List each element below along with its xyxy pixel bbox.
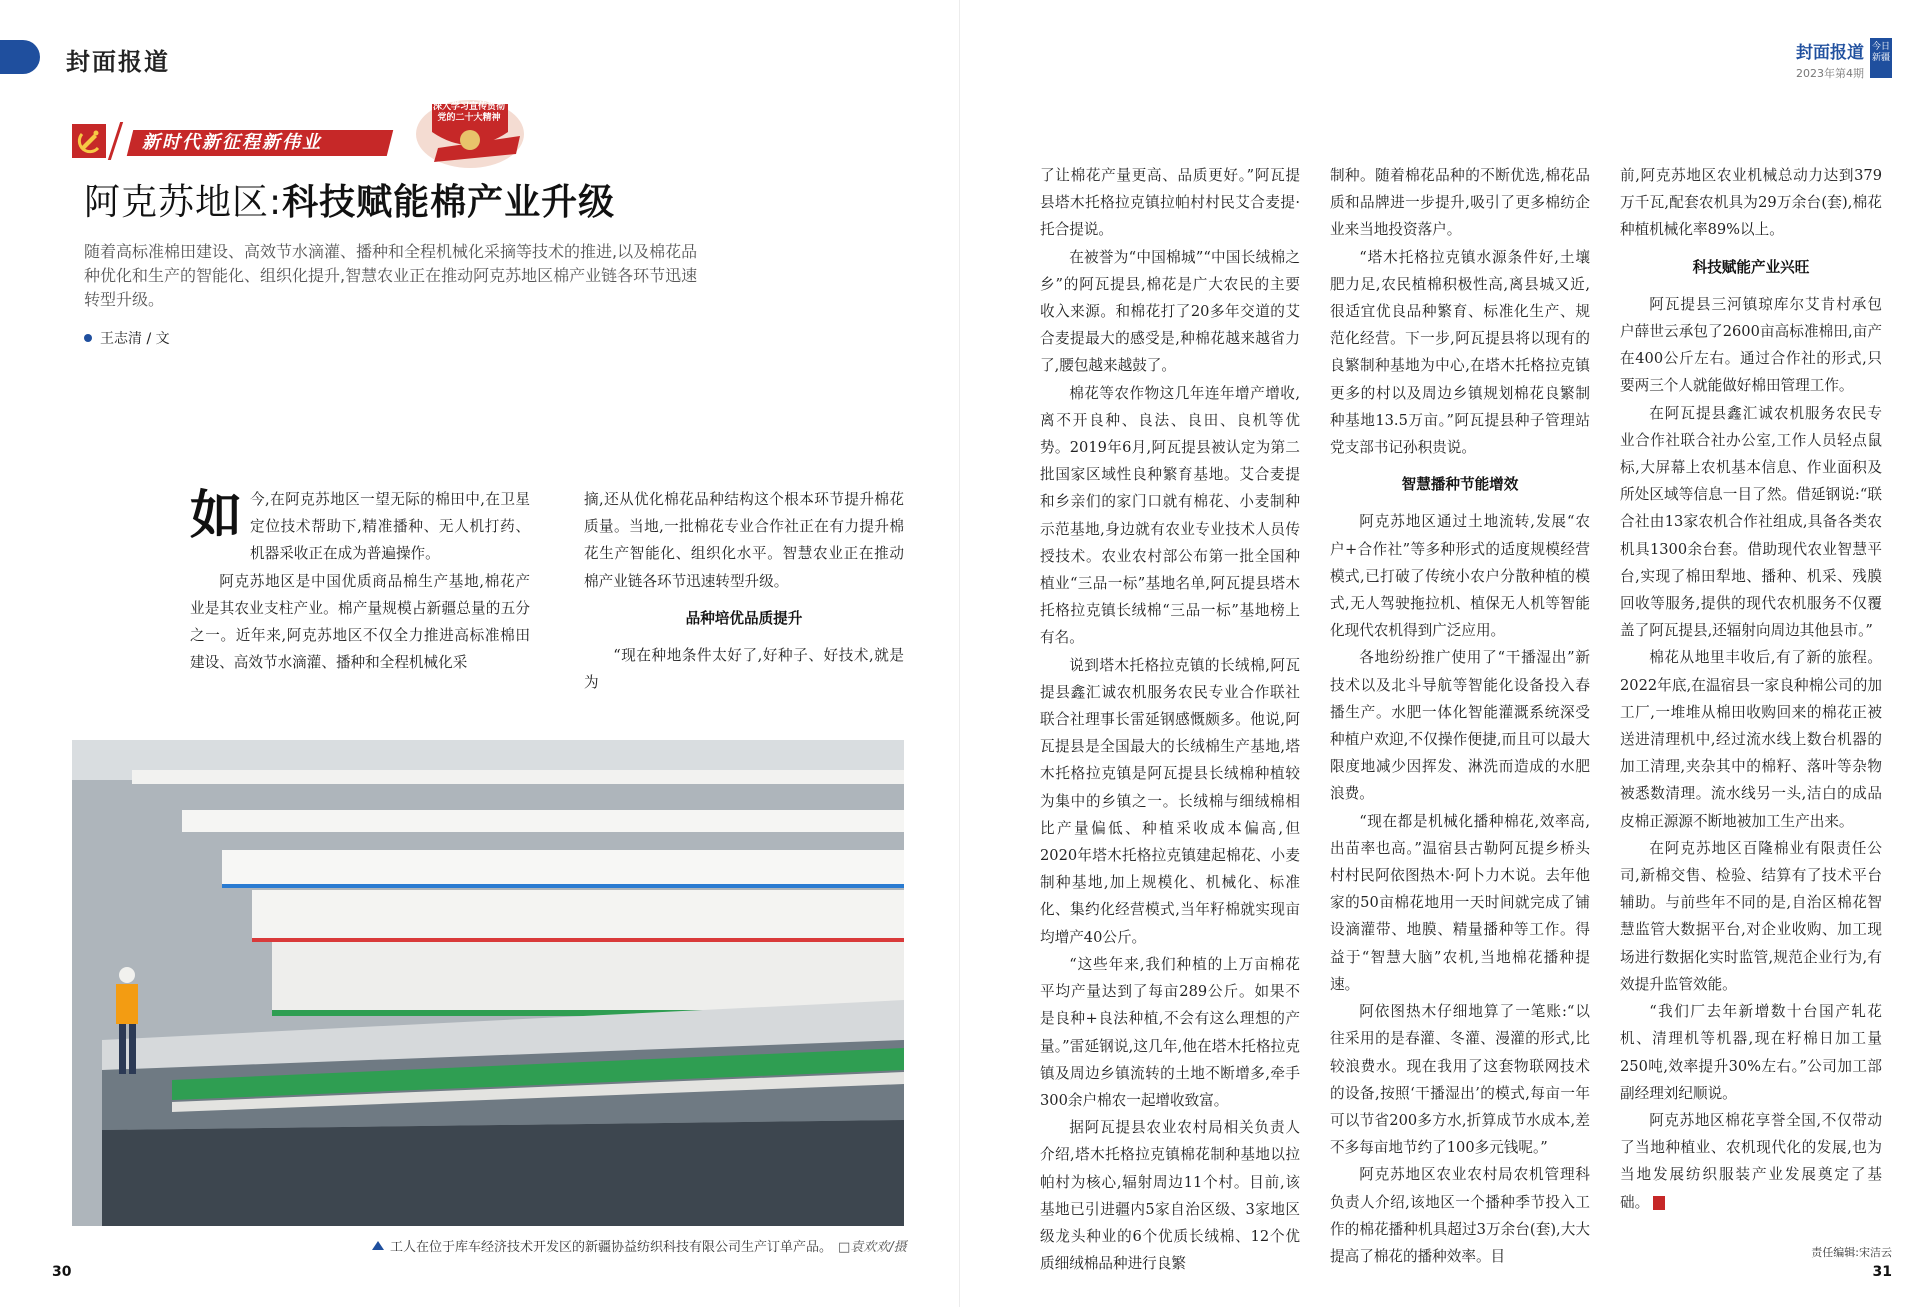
paragraph: “我们厂去年新增数十台国产轧花机、清理机等机器,现在籽棉日加工量250吨,效率提升30%左右。”公司加工部副经理刘纪顺说。 [1620, 1003, 1882, 1102]
issue-label: 2023年第4期 [1796, 67, 1864, 80]
subheading-variety: 品种培优品质提升 [685, 609, 803, 627]
paragraph [190, 486, 530, 568]
study-campaign-badge [410, 98, 530, 178]
paragraph: “塔木托格拉克镇水源条件好,土壤肥力足,农民植棉积极性高,离县城又近,很适宜优良品种繁育、标准化生产、规范化经营。下一步,阿瓦提县将以现有的良繁制种基地为中心,在塔木托格拉克镇更多的村以及周边乡镇规划棉花良繁制种基地13.5万亩。”阿瓦提县种子管理站党支部书记孙积贵说。 [1330, 248, 1590, 457]
paragraph: 摘,还从优化棉花品种结构这个根本环节提升棉花质量。当地,一批棉花专业合作社正在有力提升棉花生产智能化、组织化水平。智慧农业正在推动棉产业链各环节迅速转型升级。 [584, 491, 904, 590]
author: 王志清 / 文 [100, 331, 170, 347]
page-number-left: 30 [52, 1264, 72, 1280]
article-title [84, 174, 615, 225]
photo-credit: □袁欢欢/摄 [838, 1240, 907, 1255]
campaign-slogan: 新时代新征程新伟业 [142, 132, 322, 153]
paragraph: 在被誉为“中国棉城”“中国长绒棉之乡”的阿瓦提县,棉花是广大农民的主要收入来源。和棉花打了20多年交道的艾合麦提最大的感受是,种棉花越来越省力了,腰包越来越鼓了。 [1040, 248, 1300, 375]
paragraph: 据阿瓦提县农业农村局相关负责人介绍,塔木托格拉克镇棉花制种基地以拉帕村为核心,辐射周边11个村。目前,该基地已引进疆内5家自治区级、3家地区级龙头种业的6个优质长绒棉、12个优质细绒棉品种进行良繁 [1040, 1119, 1300, 1273]
paragraph: 各地纷纷推广使用了“干播湿出”新技术以及北斗导航等智能化设备投入春播生产。水肥一体化智能灌溉系统深受种植户欢迎,不仅操作便捷,而且可以最大限度地减少因挥发、淋洗而造成的水肥浪费。 [1330, 649, 1590, 803]
party-emblem-icon [72, 124, 106, 158]
spinning-mill-image [72, 740, 904, 1226]
paragraph: 阿瓦提县三河镇琼库尔艾肯村承包户薛世云承包了2600亩高标准棉田,亩产在400公斤左右。通过合作社的形式,只要两三个人就能做好棉田管理工作。 [1620, 295, 1882, 395]
right-header [1796, 38, 1892, 81]
paragraph: 棉花从地里丰收后,有了新的旅程。2022年底,在温宿县一家良种棉公司的加工厂,一堆堆从棉田收购回来的棉花正被送进清理机中,经过流水线上数台机器的加工清理,夹杂其中的棉籽、落叶等杂物被悉数清理。流水线另一头,洁白的成品皮棉正源源不断地被加工生产出来。 [1620, 649, 1882, 830]
photo-caption [372, 1236, 907, 1255]
article-photo [72, 740, 904, 1226]
paragraph: 阿克苏地区农业农村局农机管理科负责人介绍,该地区一个播种季节投入工作的棉花播种机具超过3万余台(套),大大提高了棉花的播种效率。目 [1330, 1166, 1590, 1265]
caption-triangle-icon [372, 1241, 384, 1250]
article-title-region: 阿克苏地区: [84, 182, 283, 223]
paragraph: 在阿克苏地区百隆棉业有限责任公司,新棉交售、检验、结算有了技术平台辅助。与前些年不同的是,自治区棉花智慧监管大数据平台,对企业收购、加工现场进行数据化实时监管,规范企业行为,有效提升监管效能。 [1620, 839, 1882, 993]
body-column-3 [1040, 162, 1300, 1277]
paragraph: 阿依图热木仔细地算了一笔账:“以往采用的是春灌、冬灌、漫灌的形式,比较浪费水。现在我用了这套物联网技术的设备,按照‘干播湿出’的模式,每亩一年可以节省200多方水,折算成节水成本,差不多每亩地节约了100多元钱呢。” [1330, 1003, 1590, 1157]
paragraph: 了让棉花产量更高、品质更好。”阿瓦提县塔木托格拉克镇拉帕村村民艾合麦提·托合提说。 [1040, 167, 1300, 239]
section-tab-marker [0, 40, 40, 74]
body-column-2 [584, 486, 904, 696]
article-title-main: 科技赋能棉产业升级 [282, 182, 616, 223]
paragraph [1620, 1107, 1882, 1216]
paragraph-text: 阿克苏地区棉花享誉全国,不仅带动了当地种植业、农机现代化的发展,也为当地发展纺织服装产业发展奠定了基础。 [1620, 1111, 1882, 1211]
byline [84, 328, 170, 348]
paragraph: 棉花等农作物这几年连年增产增收,离不开良种、良法、良田、良机等优势。2019年6月,阿瓦提县被认定为第二批国家区域性良种繁育基地。艾合麦提和乡亲们的家门口就有棉花、小麦制种示范基地,身边就有农业专业技术人员传授技术。农业农村部公布第一批全国种植业“三品一标”基地名单,阿瓦提县塔木托格拉克镇长绒棉“三品一标”基地榜上有名。 [1040, 384, 1300, 647]
paragraph: “现在都是机械化播种棉花,效率高,出苗率也高。”温宿县古勒阿瓦提乡桥头村村民阿依图热木·阿卜力木说。去年他家的50亩棉花地用一天时间就完成了铺设滴灌带、地膜、精量播种等工作。得益于“智慧大脑”农机,当地棉花播种提速。 [1330, 812, 1590, 993]
body-column-5 [1620, 162, 1882, 1216]
subheading-tech-industry: 科技赋能产业兴旺 [1692, 258, 1810, 276]
campaign-banner [72, 102, 505, 174]
drop-cap: 如 [190, 485, 243, 546]
banner-divider [108, 122, 128, 160]
paragraph-text: 今,在阿克苏地区一望无际的棉田中,在卫星定位技术帮助下,精准播种、无人机打药、机器采收正在成为普遍操作。 [250, 491, 530, 563]
body-column-4 [1330, 162, 1590, 1270]
paragraph: “现在种地条件太好了,好种子、好技术,就是为 [584, 647, 904, 692]
end-mark-icon [1653, 1196, 1665, 1210]
right-section-title: 封面报道 [1796, 43, 1864, 63]
magazine-badge: 今日新疆 [1870, 38, 1892, 78]
paragraph: 说到塔木托格拉克镇的长绒棉,阿瓦提县鑫汇诚农机服务农民专业合作联社联合社理事长雷延钢感慨颇多。他说,阿瓦提县是全国最大的长绒棉生产基地,塔木托格拉克镇是阿瓦提县长绒棉种植较为集中的乡镇之一。长绒棉与细绒棉相比产量偏低、种植采收成本偏高,但2020年塔木托格拉克镇建起棉花、小麦制种基地,加上规模化、机械化、标准化、集约化经营模式,当年籽棉就实现亩均增产40公斤。 [1040, 656, 1300, 946]
article-lead: 随着高标准棉田建设、高效节水滴灌、播种和全程机械化采摘等技术的推进,以及棉花品种优化和生产的智能化、组织化提升,智慧农业正在推动阿克苏地区棉产业链各环节迅速转型升级。 [84, 242, 698, 309]
paragraph: 在阿瓦提县鑫汇诚农机服务农民专业合作社联合社办公室,工作人员轻点鼠标,大屏幕上农机基本信息、作业面积及所处区域等信息一目了然。借延钢说:“联合社由13家农机合作社组成,具备各类农机具1300余台套。借助现代农业智慧平台,实现了棉田犁地、播种、机采、残膜回收等服务,提供的现代农机服务不仅覆盖了阿瓦提县,还辐射向周边其他县市。” [1620, 404, 1882, 640]
byline-bullet-icon [84, 334, 92, 342]
paragraph: 阿克苏地区通过土地流转,发展“农户+合作社”等多种形式的适度规模经营模式,已打破了传统小农户分散种植的模式,无人驾驶拖拉机、植保无人机等智能化现代农机得到广泛应用。 [1330, 513, 1590, 640]
paragraph: 阿克苏地区是中国优质商品棉生产基地,棉花产业是其农业支柱产业。棉产量规模占新疆总量的五分之一。近年来,阿克苏地区不仅全力推进高标准棉田建设、高效节水滴灌、播种和全程机械化采 [190, 572, 530, 672]
paragraph: 前,阿克苏地区农业机械总动力达到379万千瓦,配套农机具为29万余台(套),棉花种植机械化率89%以上。 [1620, 167, 1882, 239]
paragraph: 制种。随着棉花品种的不断优选,棉花品质和品牌进一步提升,吸引了更多棉纺企业来当地投资落户。 [1330, 167, 1590, 239]
caption-text: 工人在位于库车经济技术开发区的新疆协益纺织科技有限公司生产订单产品。 [390, 1240, 833, 1255]
page-number-right: 31 [1872, 1264, 1892, 1280]
paragraph: “这些年来,我们种植的上万亩棉花平均产量达到了每亩289公斤。如果不是良种+良法种植,不会有这么理想的产量。”雷延钢说,这几年,他在塔木托格拉克镇及周边乡镇流转的土地不断增多,牵手300余户棉农一起增收致富。 [1040, 955, 1300, 1109]
badge-text: 深入学习宣传贯彻党的二十大精神 [432, 102, 505, 123]
subheading-smart-sowing: 智慧播种节能增效 [1401, 476, 1519, 494]
responsible-editor: 责任编辑:宋洁云 [1811, 1246, 1892, 1259]
body-column-1 [190, 486, 530, 676]
section-title: 封面报道 [66, 48, 170, 76]
